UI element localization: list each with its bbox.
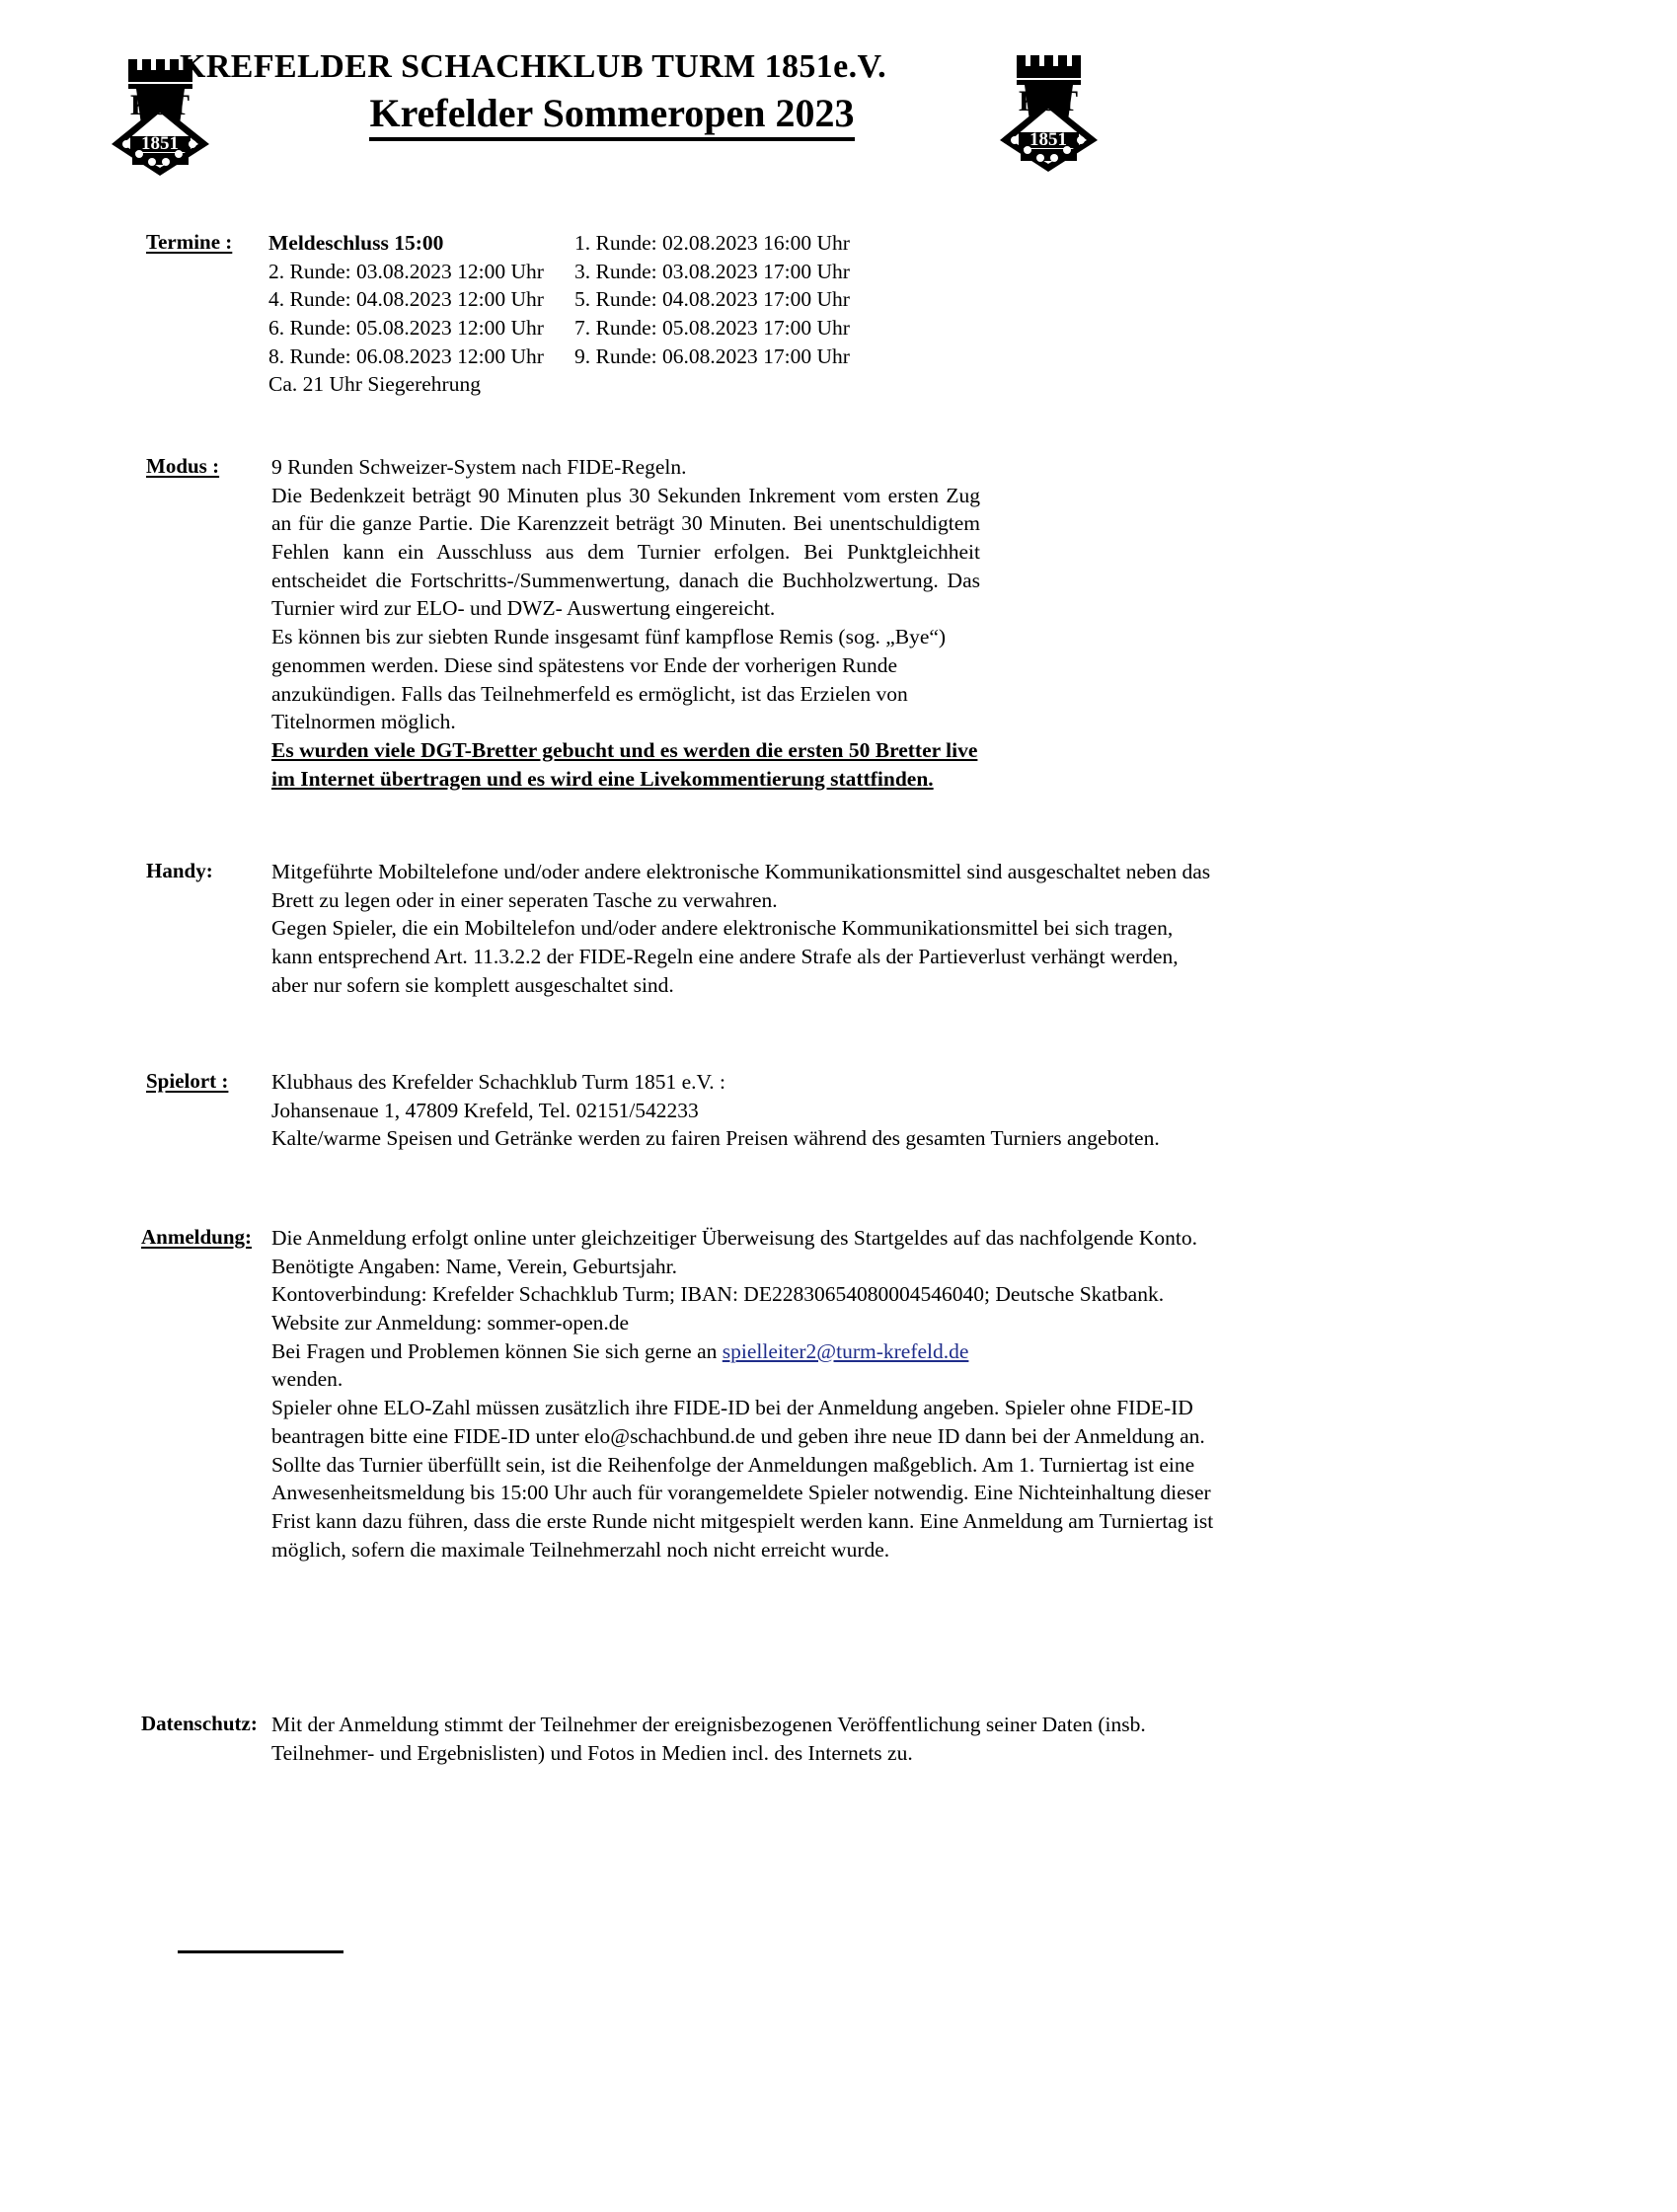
section-anmeldung [141,1224,1227,1564]
privacy-paragraph-1: Mit der Anmeldung stimmt der Teilnehmer der ereignisbezogenen Veröffentlichung seiner Daten (insb. Teilnehmer- und Ergebnislisten) und Fotos in Medien incl. des Internets zu. [271,1713,1146,1765]
table-row [268,285,910,314]
header-titles [178,47,1046,141]
round-2: 2. Runde: 03.08.2023 12:00 Uhr [268,259,544,283]
award-ceremony: Ca. 21 Uhr Siegerehrung [268,372,481,397]
club-logo-right [995,49,1102,173]
registration-website: Website zur Anmeldung: sommer-open.de [271,1311,630,1335]
section-label-handy [146,858,271,885]
chess-rook-logo-icon [995,49,1102,173]
round-8: 8. Runde: 06.08.2023 12:00 Uhr [268,343,544,368]
round-6: 6. Runde: 05.08.2023 12:00 Uhr [268,316,544,341]
table-row [268,229,910,258]
round-7: 7. Runde: 05.08.2023 17:00 Uhr [574,316,850,341]
section-datenschutz [141,1711,1227,1767]
fide-id-info: Spieler ohne ELO-Zahl müssen zusätzlich ihre FIDE-ID bei der Anmeldung angeben. Spieler ohne FIDE-ID beantragen bitte eine FIDE-ID unter elo@schachbund.de und geben ihre neue ID dann bei der Anmeldung an. Sollte das Turnier überfüllt sein, ist die Reihenfolge der Anmeldungen maßgeblich. Am 1. Turniertag ist eine Anwesenheitsmeldung bis 15:00 Uhr auch für vorangemeldete Spieler notwendig. Eine Nichteinhaltung dieser Frist kann dazu führen, dass die erste Runde nicht mitgespielt werden kann. Eine Anmeldung am Turniertag ist möglich, sofern die maximale Teilnehmerzahl noch nicht erreicht wurde. [271,1396,1214,1562]
section-label-handy-colon: : [205,859,213,882]
modus-paragraph-3: Es können bis zur siebten Runde insgesamt fünf kampflose Remis (sog. „Bye“) genommen werden. Diese sind spätestens vor Ende der vorherigen Runde anzukündigen. Falls das Teilnehmerfeld es ermöglicht, ist das Erzielen von Titelnormen möglich. [271,625,947,734]
venue-catering: Kalte/warme Speisen und Getränke werden zu fairen Preisen während des gesamten Turniers angeboten. [271,1126,1160,1151]
venue-name: Klubhaus des Krefelder Schachklub Turm 1851 e.V. : [271,1070,726,1094]
handy-paragraph-1: Mitgeführte Mobiltelefone und/oder andere elektronische Kommunikationsmittel sind ausgeschaltet neben das Brett zu legen oder in einer seperaten Tasche zu verwahren. [271,860,1211,912]
section-body-handy [271,858,1212,999]
modus-live-broadcast-note: Es wurden viele DGT-Bretter gebucht und es werden die ersten 50 Bretter live im Internet übertragen und es wird eine Livekommentierung stattfinden. [271,737,978,791]
section-termine [146,229,1192,399]
table-row [268,343,910,371]
event-title-heading: Krefelder Sommeropen 2023 [369,91,854,141]
contact-suffix: wenden. [271,1367,343,1392]
section-label-modus: Modus : [146,454,220,478]
svg-text:KST: KST [1018,85,1079,117]
svg-text:KST: KST [129,89,191,121]
round-3: 3. Runde: 03.08.2023 17:00 Uhr [574,259,850,283]
section-label-handy-text: Handy [146,859,206,882]
svg-text:1851: 1851 [141,133,179,154]
schedule-table [268,229,910,399]
modus-paragraph-2: Die Bedenkzeit beträgt 90 Minuten plus 30 Sekunden Inkrement vom ersten Zug an für die ganze Partie. Die Karenzzeit beträgt 30 Minuten. Bei unentschuldigtem Fehlen kann ein Ausschluss aus dem Turnier erfolgen. Bei Punktgleichheit entscheidet die Fortschritts-/Summenwertung, danach die Buchholzwertung. Das Turnier wird zur ELO- und DWZ- Auswertung eingereicht. [271,483,980,621]
section-label-spielort: Spielort : [146,1069,229,1093]
document-header [0,47,1677,210]
section-body-spielort [271,1068,1212,1153]
anmeldung-paragraph-1: Die Anmeldung erfolgt online unter gleichzeitiger Überweisung des Startgeldes auf das nachfolgende Konto. Benötigte Angaben: Name, Verein, Geburtsjahr. [271,1226,1197,1278]
venue-address: Johansenaue 1, 47809 Krefeld, Tel. 02151/542233 [271,1098,699,1122]
table-row [268,370,910,399]
round-1: 1. Runde: 02.08.2023 16:00 Uhr [574,231,850,255]
section-label-datenschutz: Datenschutz: [141,1712,258,1735]
handy-paragraph-2: Gegen Spieler, die ein Mobiltelefon und/oder andere elektronische Kommunikationsmittel bei sich tragen, kann entsprechend Art. 11.3.2.2 der FIDE-Regeln eine andere Strafe als der Partieverlust verhängt werden, aber nur sofern sie komplett ausgeschaltet sind. [271,916,1179,997]
contact-email-link[interactable]: spielleiter2@turm-krefeld.de [722,1338,969,1363]
table-row [268,258,910,286]
contact-line [271,1337,1227,1366]
section-modus [146,453,1192,793]
section-body-datenschutz [271,1711,1209,1767]
section-body-modus [271,453,980,793]
section-spielort [146,1068,1212,1153]
contact-prefix: Bei Fragen und Problemen können Sie sich gerne an [271,1338,723,1363]
club-name-heading: KREFELDER SCHACHKLUB TURM 1851e.V. [180,48,887,85]
footer-divider [178,1950,343,1953]
section-label-termine: Termine : [146,230,233,254]
table-row [268,314,910,343]
modus-paragraph-1: 9 Runden Schweizer-System nach FIDE-Regeln. [271,455,687,479]
round-9: 9. Runde: 06.08.2023 17:00 Uhr [574,343,850,368]
svg-text:1851: 1851 [1029,129,1067,150]
section-label-anmeldung: Anmeldung: [141,1225,253,1249]
section-body-anmeldung [271,1224,1227,1564]
round-4: 4. Runde: 04.08.2023 12:00 Uhr [268,287,544,312]
round-5: 5. Runde: 04.08.2023 17:00 Uhr [574,287,850,312]
bank-details: Kontoverbindung: Krefelder Schachklub Turm; IBAN: DE22830654080004546040; Deutsche Skatbank. [271,1282,1165,1307]
registration-deadline: Meldeschluss 15:00 [268,231,444,255]
section-handy [146,858,1212,999]
